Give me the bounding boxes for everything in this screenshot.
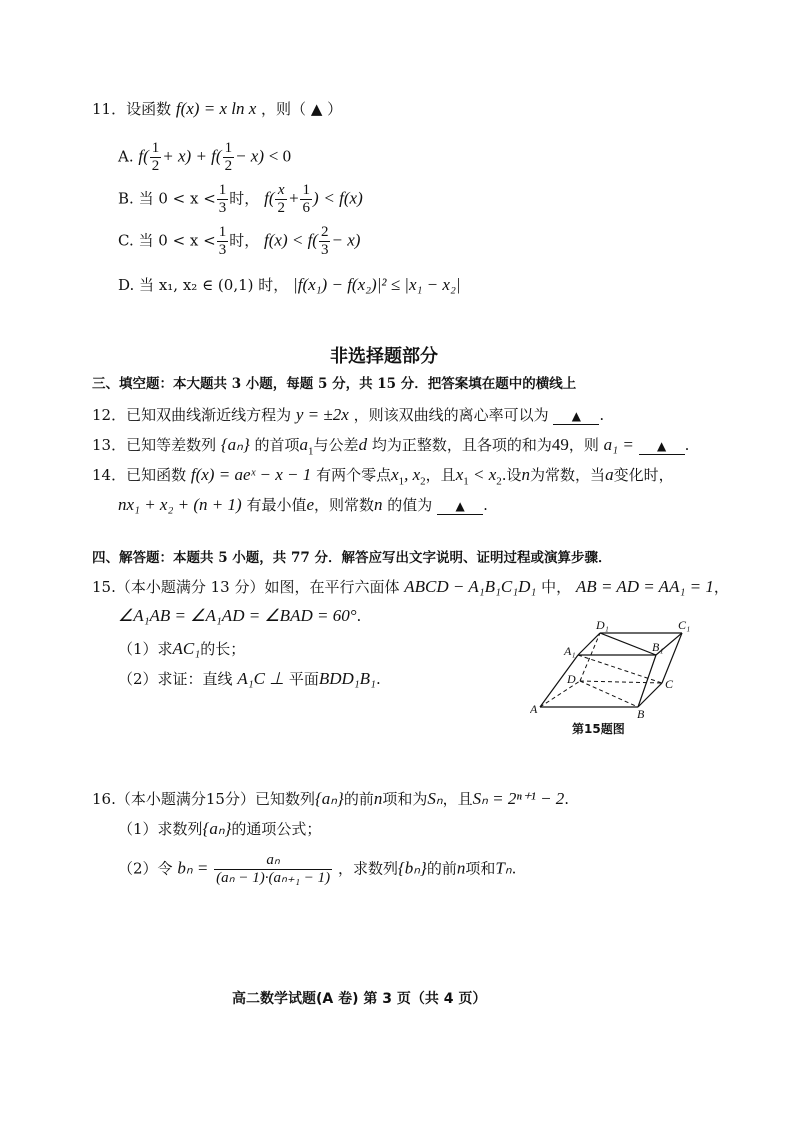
edge-A1D1: [578, 633, 600, 655]
page-footer: 高二数学试题(A 卷) 第 3 页（共 4 页）: [232, 991, 487, 1007]
q15-part1: （1）求AC₁的长；: [118, 639, 246, 658]
q15-line2: ∠A₁AB = ∠A₁AD = ∠BAD = 60°.: [118, 606, 362, 625]
q15-part2: （2）求证：直线 A₁C ⊥ 平面BDD₁B₁.: [118, 669, 381, 688]
q11-stem: 11．设函数 f(x) = x ln x ，则（ ▲ ）: [92, 99, 343, 118]
diag-DB: [580, 681, 638, 707]
edge-BB1: [638, 655, 656, 707]
label-B: B: [637, 707, 645, 720]
parallelepiped-figure: [530, 615, 700, 720]
label-D1: D₁: [596, 618, 609, 632]
edge-DD1: [580, 633, 600, 681]
q14-answer-blank: ▲: [437, 499, 483, 515]
q14-line2: nx₁ + x₂ + (n + 1) 有最小值e，则常数n 的值为 ▲ .: [118, 495, 488, 514]
edge-DC: [580, 681, 662, 683]
q14-line1: 14．已知函数 f(x) = aeˣ − x − 1 有两个零点$x_1$, $x_2$，且$x_1 < x_2$.设n为常数，当a变化时，: [92, 465, 674, 488]
q16-part1: （1）求数列{aₙ}的通项公式；: [118, 819, 322, 838]
solve-heading: 四、解答题：本题共 5 小题，共 77 分．解答应写出文字说明、证明过程或演算步骤．: [92, 550, 612, 566]
q11-option-b: B. 当 0 < x < $\frac{1}{3}$ 时， f( $\frac{x}{2}$ + $\frac{1}{6}$ ) < f(x): [118, 182, 363, 216]
diag-D1B1: [600, 633, 656, 655]
q11-option-c: C. 当 0 < x < $\frac{1}{3}$ 时， f(x) < f( $\frac{2}{3}$ − x): [118, 224, 361, 258]
q12-answer-blank: ▲: [553, 409, 599, 425]
diag-A1C: [578, 655, 662, 683]
q12: 12．已知双曲线渐近线方程为 y = ±2x ，则该双曲线的离心率可以为 ▲ .: [92, 405, 605, 424]
q16-line1: 16.（本小题满分15分）已知数列{aₙ}的前n项和为Sₙ，且Sₙ = 2ⁿ⁺¹ − 2.: [92, 789, 570, 808]
label-C1: C₁: [678, 618, 691, 632]
q13-answer-blank: ▲: [639, 439, 685, 455]
q11-option-d: D. 当 x₁, x₂ ∈ (0,1) 时， |f(x₁) − f(x₂)|² ≤ |x₁ − x₂|: [118, 275, 461, 294]
label-A1: A₁: [564, 644, 576, 658]
label-D: D: [567, 672, 576, 686]
label-C: C: [665, 677, 674, 691]
q16-part2: （2）令 bₙ = $\frac{\text{aₙ}}{\text{(aₙ − 1)·(aₙ₊₁ − 1)}}$ ，求数列{bₙ}的前n项和Tₙ.: [118, 852, 517, 886]
label-A: A: [530, 702, 538, 716]
fill-heading: 三、填空题：本大题共 3 小题，每题 5 分，共 15 分．把答案填在题中的横线上: [92, 376, 577, 392]
q13: 13．已知等差数列 {aₙ} 的首项$a_1$与公差d 均为正整数，且各项的和为49，则 a₁ = ▲ .: [92, 435, 690, 458]
q15-line1: 15.（本小题满分 13 分）如图，在平行六面体 ABCD − A₁B₁C₁D₁ 中， AB = AD = AA₁ = 1，: [92, 577, 729, 596]
edge-CC1: [662, 633, 682, 683]
q11-option-a: A. f( $\frac{1}{2}$ + x) + f( $\frac{1}{2}$ − x) < 0: [118, 140, 292, 174]
figure-caption: 第15题图: [572, 722, 625, 736]
label-B1: B₁: [652, 640, 664, 654]
section-title: 非选择题部分: [330, 346, 438, 367]
